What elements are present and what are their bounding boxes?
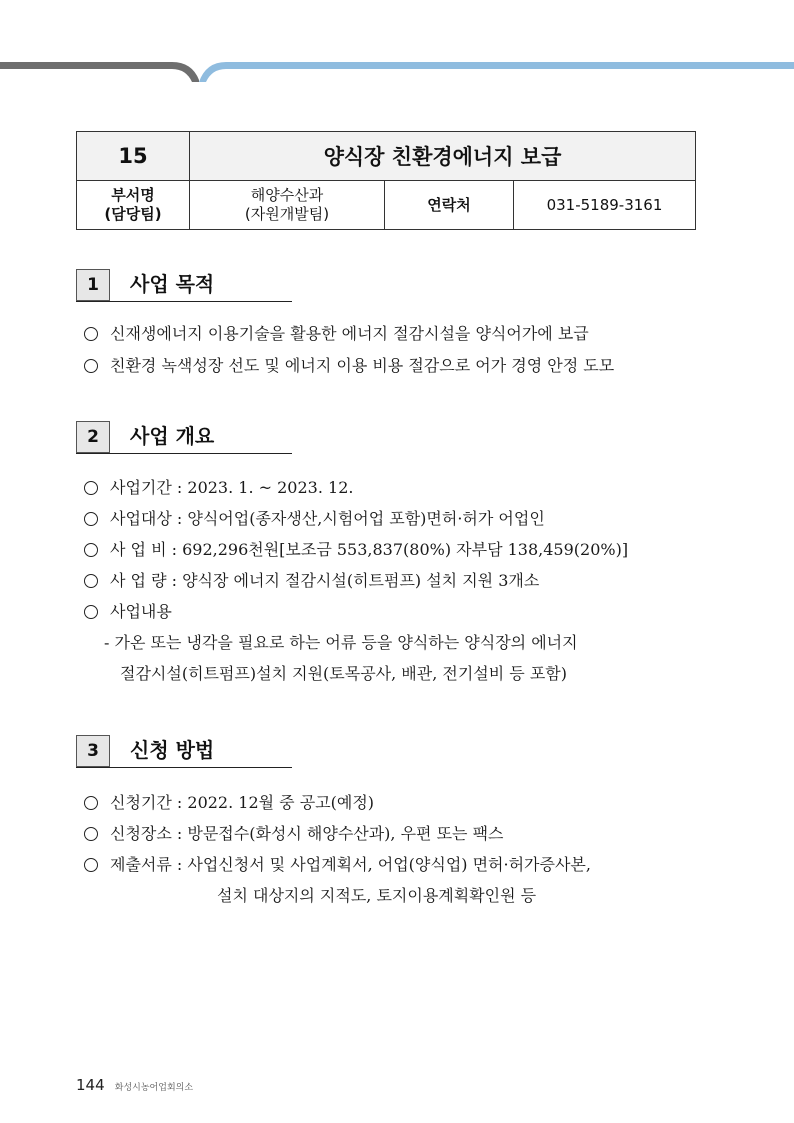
circle-bullet-icon — [84, 858, 98, 872]
dept-value-line1: 해양수산과 — [250, 186, 324, 204]
list-item: 제출서류 : 사업신청서 및 사업계획서, 어업(양식업) 면허·허가증사본, — [84, 853, 591, 877]
title-row — [77, 132, 696, 181]
circle-bullet-icon — [84, 605, 98, 619]
list-item: 사업내용 — [84, 600, 172, 624]
dept-value — [190, 181, 385, 230]
list-item: 사업대상 : 양식어업(종자생산,시험어업 포함)면허·허가 어업인 — [84, 507, 545, 531]
program-title: 양식장 친환경에너지 보급 — [190, 132, 696, 181]
list-item: 사업기간 : 2023. 1. ~ 2023. 12. — [84, 476, 353, 500]
list-item: 친환경 녹색성장 선도 및 에너지 이용 비용 절감으로 어가 경영 안정 도모 — [84, 354, 614, 378]
section-1-body — [84, 322, 714, 382]
dept-label — [77, 181, 190, 230]
page-number: 144 — [76, 1076, 105, 1094]
program-info-table — [76, 131, 696, 230]
list-item: 사 업 량 : 양식장 에너지 절감시설(히트펌프) 설치 지원 3개소 — [84, 569, 539, 593]
section-3-heading — [76, 735, 292, 768]
dept-value-line2: (자원개발팀) — [244, 205, 330, 223]
dept-label-line1: 부서명 — [111, 186, 155, 204]
header-decoration — [0, 0, 794, 90]
circle-bullet-icon — [84, 827, 98, 841]
sub-item: - 가온 또는 냉각을 필요로 하는 어류 등을 양식하는 양식장의 에너지 — [104, 633, 578, 652]
section-number: 3 — [76, 735, 110, 767]
dept-label-line2: (담당팀) — [104, 205, 162, 223]
circle-bullet-icon — [84, 574, 98, 588]
section-title: 신청 방법 — [130, 738, 215, 762]
circle-bullet-icon — [84, 327, 98, 341]
page-footer — [76, 1076, 193, 1094]
sub-item-continuation: 절감시설(히트펌프)설치 지원(토목공사, 배관, 전기설비 등 포함) — [120, 664, 567, 683]
list-item: 사 업 비 : 692,296천원[보조금 553,837(80%) 자부담 138,459(20%)] — [84, 538, 628, 562]
section-1-heading — [76, 269, 292, 302]
blue-band — [199, 62, 794, 82]
circle-bullet-icon — [84, 543, 98, 557]
circle-bullet-icon — [84, 481, 98, 495]
circle-bullet-icon — [84, 512, 98, 526]
organization-name: 화성시농어업회의소 — [114, 1083, 194, 1093]
section-number: 2 — [76, 421, 110, 453]
gray-band — [0, 62, 199, 82]
details-row — [77, 181, 696, 230]
list-item: 신재생에너지 이용기술을 활용한 에너지 절감시설을 양식어가에 보급 — [84, 322, 589, 346]
section-title: 사업 목적 — [130, 272, 215, 296]
program-number: 15 — [77, 132, 190, 181]
contact-value: 031-5189-3161 — [514, 181, 696, 230]
list-item: 신청기간 : 2022. 12월 중 공고(예정) — [84, 791, 374, 815]
contact-label: 연락처 — [385, 181, 514, 230]
list-item: 신청장소 : 방문접수(화성시 해양수산과), 우편 또는 팩스 — [84, 822, 504, 846]
section-3-body — [84, 791, 714, 921]
circle-bullet-icon — [84, 796, 98, 810]
section-2-body — [84, 476, 714, 696]
section-number: 1 — [76, 269, 110, 301]
list-item-continuation: 설치 대상지의 지적도, 토지이용계획확인원 등 — [217, 886, 537, 905]
circle-bullet-icon — [84, 359, 98, 373]
section-2-heading — [76, 421, 292, 454]
section-title: 사업 개요 — [130, 424, 215, 448]
